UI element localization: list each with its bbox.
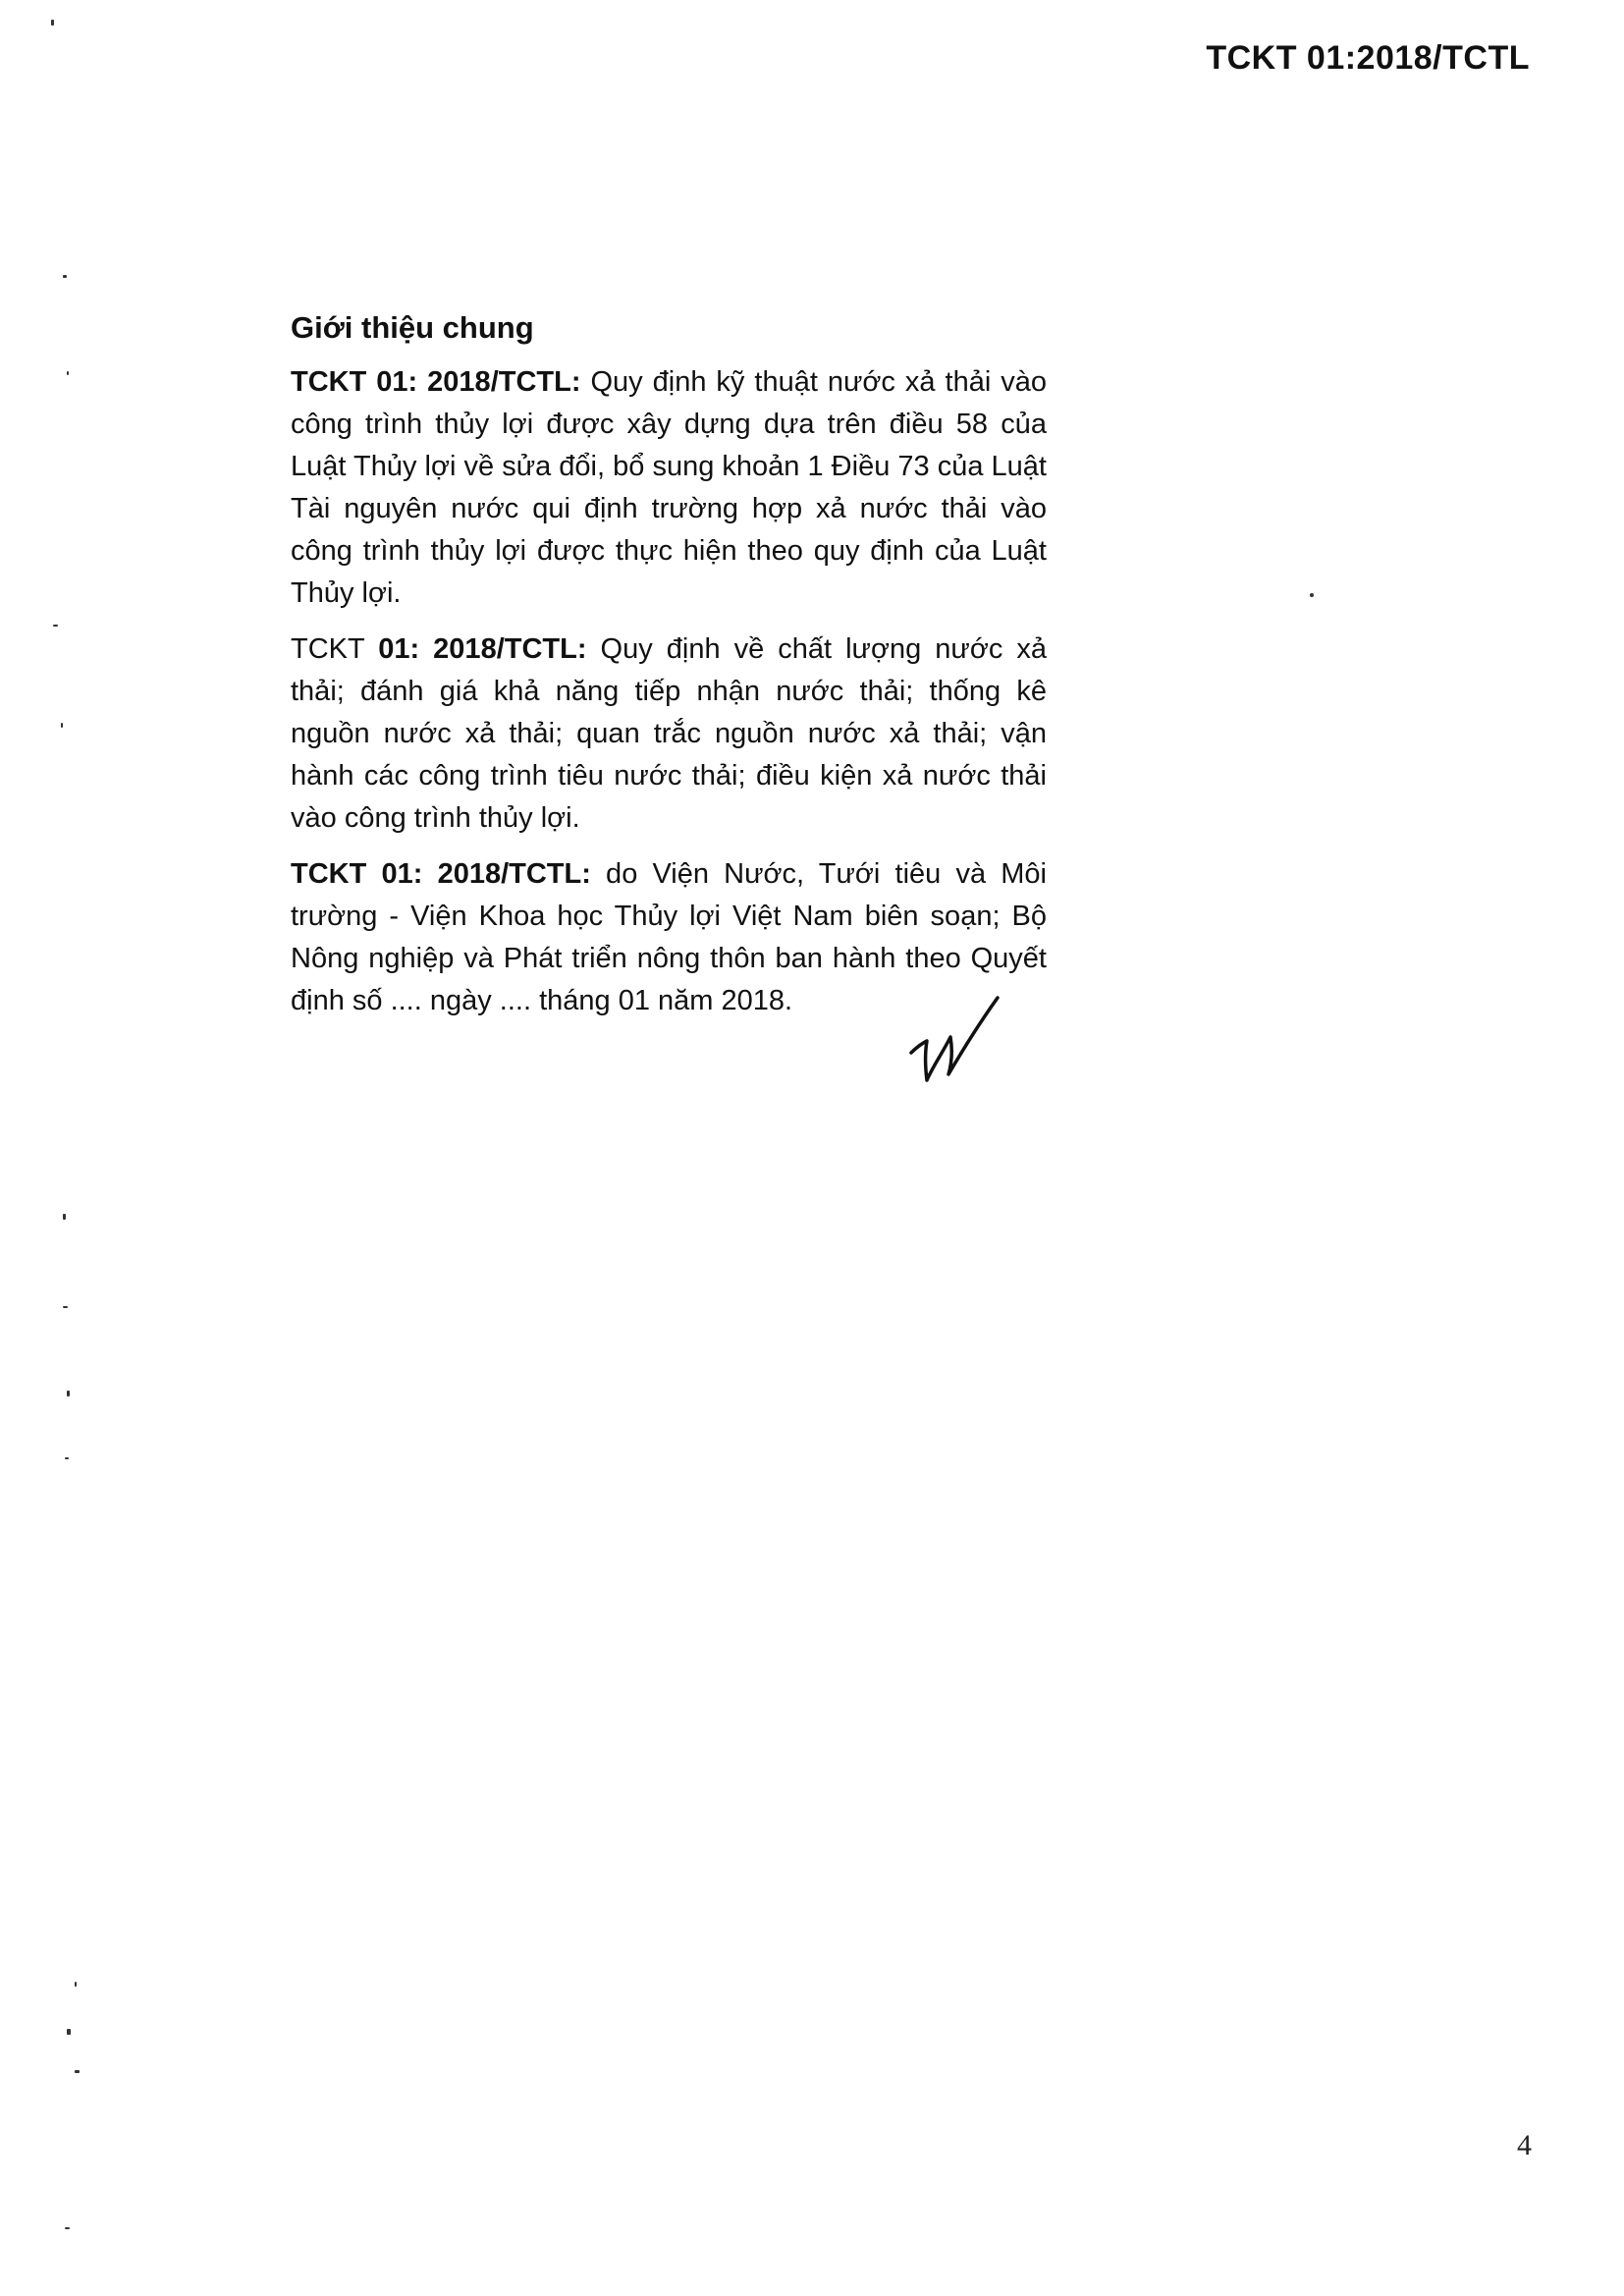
scan-speck (67, 2029, 71, 2035)
scan-speck (67, 1391, 70, 1396)
scan-speck (1310, 593, 1314, 597)
handwritten-initial-icon (903, 992, 1001, 1090)
paragraph-1 (291, 361, 1047, 615)
scan-speck (65, 1457, 69, 1459)
paragraph-2 (291, 629, 1047, 840)
scan-speck (63, 275, 67, 278)
running-header: TCKT 01:2018/TCTL (1206, 39, 1530, 77)
scan-speck (65, 2227, 70, 2229)
paragraph-2-lead (291, 633, 587, 665)
page-number: 4 (1517, 2129, 1532, 2161)
scan-speck (67, 371, 69, 375)
scan-speck (61, 723, 63, 728)
scan-speck (53, 625, 58, 627)
paragraph-1-lead: TCKT 01: 2018/TCTL: (291, 366, 581, 398)
paragraph-3-text: do Viện Nước, Tưới tiêu và Môi trường - Viện Khoa học Thủy lợi Việt Nam biên soạn; Bộ Nông nghiệp và Phát triển nông thôn ban hành theo Quyết định số .... ngày .... tháng 01 năm 2018. (291, 858, 1047, 1016)
scan-speck (63, 1306, 68, 1308)
scan-speck (75, 1982, 77, 1987)
paragraph-2-lead-prefix: TCKT (291, 633, 379, 665)
paragraph-3-lead: TCKT 01: 2018/TCTL: (291, 858, 591, 890)
section-title: Giới thiệu chung (291, 310, 534, 345)
paragraph-2-text: Quy định về chất lượng nước xả thải; đánh giá khả năng tiếp nhận nước thải; thống kê nguồn nước xả thải; quan trắc nguồn nước xả thải; vận hành các công trình tiêu nước thải; điều kiện xả nước thải vào công trình thủy lợi. (291, 633, 1047, 834)
paragraph-2-lead-code: 01: 2018/TCTL: (378, 633, 587, 665)
scan-speck (51, 20, 54, 26)
scan-speck (63, 1214, 66, 1220)
scan-speck (75, 2070, 80, 2073)
paragraph-1-text: Quy định kỹ thuật nước xả thải vào công trình thủy lợi được xây dựng dựa trên điều 58 của Luật Thủy lợi về sửa đổi, bổ sung khoản 1 Điều 73 của Luật Tài nguyên nước qui định trường hợp xả nước thải vào công trình thủy lợi được thực hiện theo quy định của Luật Thủy lợi. (291, 366, 1047, 609)
document-body (291, 306, 1047, 1036)
